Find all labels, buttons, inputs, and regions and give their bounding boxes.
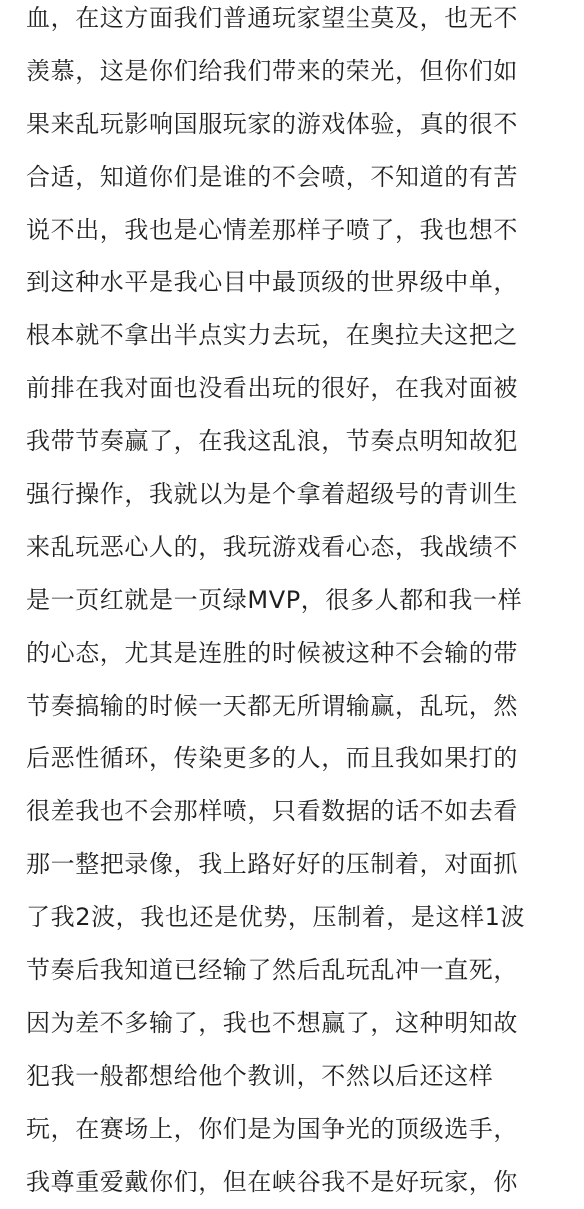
text-line: 到这种水平是我心目中最顶级的世界级中单， [26,268,518,297]
text-line: 后恶性循环，传染更多的人，而且我如果打的 [26,744,518,773]
text-line: 因为差不多输了，我也不想赢了，这种明知故 [26,1008,518,1037]
text-line: 我带节奏赢了，在我这乱浪，节奏点明知故犯 [26,427,518,456]
article-text [26,0,571,1208]
text-line: 很差我也不会那样喷，只看数据的话不如去看 [26,797,518,826]
text-line: 前排在我对面也没看出玩的很好，在我对面被 [26,374,518,403]
text-line: 说不出，我也是心情差那样子喷了，我也想不 [26,215,518,244]
text-line: 血，在这方面我们普通玩家望尘莫及，也无不 [26,4,518,32]
text-line: 强行操作，我就以为是个拿着超级号的青训生 [26,480,518,509]
text-line: 节奏搞输的时候一天都无所谓输赢，乱玩，然 [26,691,518,720]
text-line: 我尊重爱戴你们，但在峡谷我不是好玩家，你 [26,1167,518,1196]
text-line: 玩，在赛场上，你们是为国争光的顶级选手， [26,1114,518,1143]
text-line: 来乱玩恶心人的，我玩游戏看心态，我战绩不 [26,532,518,561]
text-line: 合适，知道你们是谁的不会喷，不知道的有苦 [26,162,518,191]
text-line: 果来乱玩影响国服玩家的游戏体验，真的很不 [26,109,518,138]
text-line: 犯我一般都想给他个教训，不然以后还这样 [26,1061,494,1090]
text-line: 根本就不拿出半点实力去玩，在奥拉夫这把之 [26,321,518,350]
text-line: 羡慕，这是你们给我们带来的荣光，但你们如 [26,56,518,85]
text-line: 节奏后我知道已经输了然后乱玩乱冲一直死， [26,956,518,985]
text-line: 是一页红就是一页绿MVP，很多人都和我一样 [26,585,523,614]
text-line: 那一整把录像，我上路好好的压制着，对面抓 [26,850,518,879]
text-line: 的心态，尤其是连胜的时候被这种不会输的带 [26,638,518,667]
text-line: 了我2波，我也还是优势，压制着，是这样1波 [26,903,526,932]
